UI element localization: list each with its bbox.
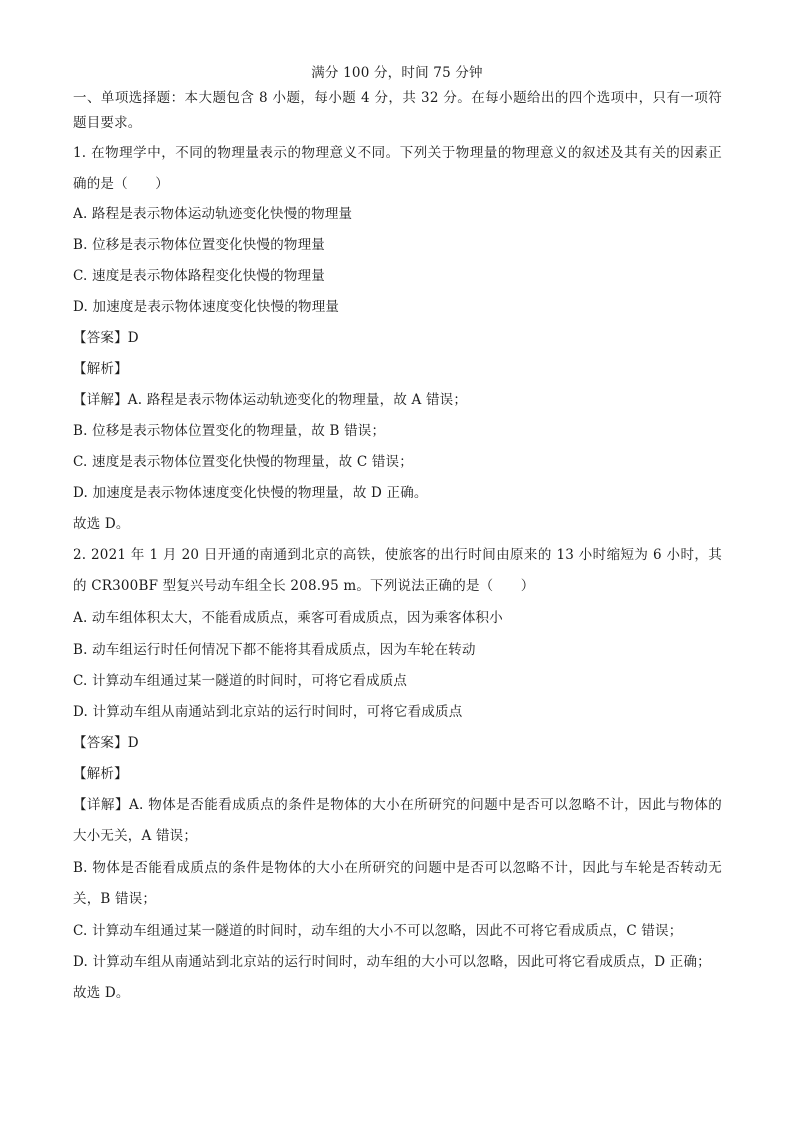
q2-detail-line-5: C. 计算动车组通过某一隧道的时间时，动车组的大小不可以忽略，因此不可将它看成质点，C 错误； — [73, 923, 683, 939]
section-heading-line-1: 一、单项选择题：本大题包含 8 小题，每小题 4 分，共 32 分。在每小题给出的四个选项中，只有一项符 — [73, 90, 722, 106]
q1-analysis-label: 【解析】 — [73, 361, 128, 377]
q2-answer: 【答案】D — [73, 735, 139, 751]
q2-option-c: C. 计算动车组通过某一隧道的时间时，可将它看成质点 — [73, 673, 408, 689]
q2-detail-line-1: 【详解】A. 物体是否能看成质点的条件是物体的大小在所研究的问题中是否可以忽略不计，因此与物体的 — [73, 797, 722, 813]
q1-detail-line-2: B. 位移是表示物体位置变化的物理量，故 B 错误； — [73, 423, 386, 439]
q2-stem-line-2: 的 CR300BF 型复兴号动车组全长 208.95 m。下列说法正确的是（ ） — [73, 578, 535, 594]
page-header: 满分 100 分，时间 75 分钟 — [311, 65, 483, 81]
q1-stem-line-2: 确的是（ ） — [73, 176, 169, 192]
q2-conclusion: 故选 D。 — [73, 985, 130, 1001]
q2-detail-line-6: D. 计算动车组从南通站到北京站的运行时间时，动车组的大小可以忽略，因此可将它看成质点，D 正确； — [73, 954, 711, 970]
q1-option-a: A. 路程是表示物体运动轨迹变化快慢的物理量 — [73, 206, 353, 222]
q1-conclusion: 故选 D。 — [73, 516, 130, 532]
q2-option-d: D. 计算动车组从南通站到北京站的运行时间时，可将它看成质点 — [73, 704, 463, 720]
q1-detail-line-1: 【详解】A. 路程是表示物体运动轨迹变化的物理量，故 A 错误； — [73, 392, 468, 408]
section-heading-line-2: 题目要求。 — [73, 115, 142, 131]
q2-option-b: B. 动车组运行时任何情况下都不能将其看成质点，因为车轮在转动 — [73, 642, 476, 658]
q2-detail-line-4: 关，B 错误； — [73, 891, 157, 907]
q2-detail-line-3: B. 物体是否能看成质点的条件是物体的大小在所研究的问题中是否可以忽略不计，因此与车轮是否转动无 — [73, 860, 722, 876]
q1-option-d: D. 加速度是表示物体速度变化快慢的物理量 — [73, 299, 340, 315]
q1-option-c: C. 速度是表示物体路程变化快慢的物理量 — [73, 268, 325, 284]
q2-analysis-label: 【解析】 — [73, 766, 128, 782]
q2-stem-line-1: 2. 2021 年 1 月 20 日开通的南通到北京的高铁，使旅客的出行时间由原来的 13 小时缩短为 6 小时，其 — [73, 547, 722, 563]
q1-stem-line-1: 1. 在物理学中，不同的物理量表示的物理意义不同。下列关于物理量的物理意义的叙述及其有关的因素正 — [73, 145, 722, 161]
q1-detail-line-3: C. 速度是表示物体位置变化快慢的物理量，故 C 错误； — [73, 454, 413, 470]
q2-option-a: A. 动车组体积太大，不能看成质点，乘客可看成质点，因为乘客体积小 — [73, 610, 503, 626]
q1-answer: 【答案】D — [73, 330, 139, 346]
q2-detail-line-2: 大小无关，A 错误； — [73, 828, 198, 844]
q1-option-b: B. 位移是表示物体位置变化快慢的物理量 — [73, 237, 326, 253]
q1-detail-line-4: D. 加速度是表示物体速度变化快慢的物理量，故 D 正确。 — [73, 485, 428, 501]
